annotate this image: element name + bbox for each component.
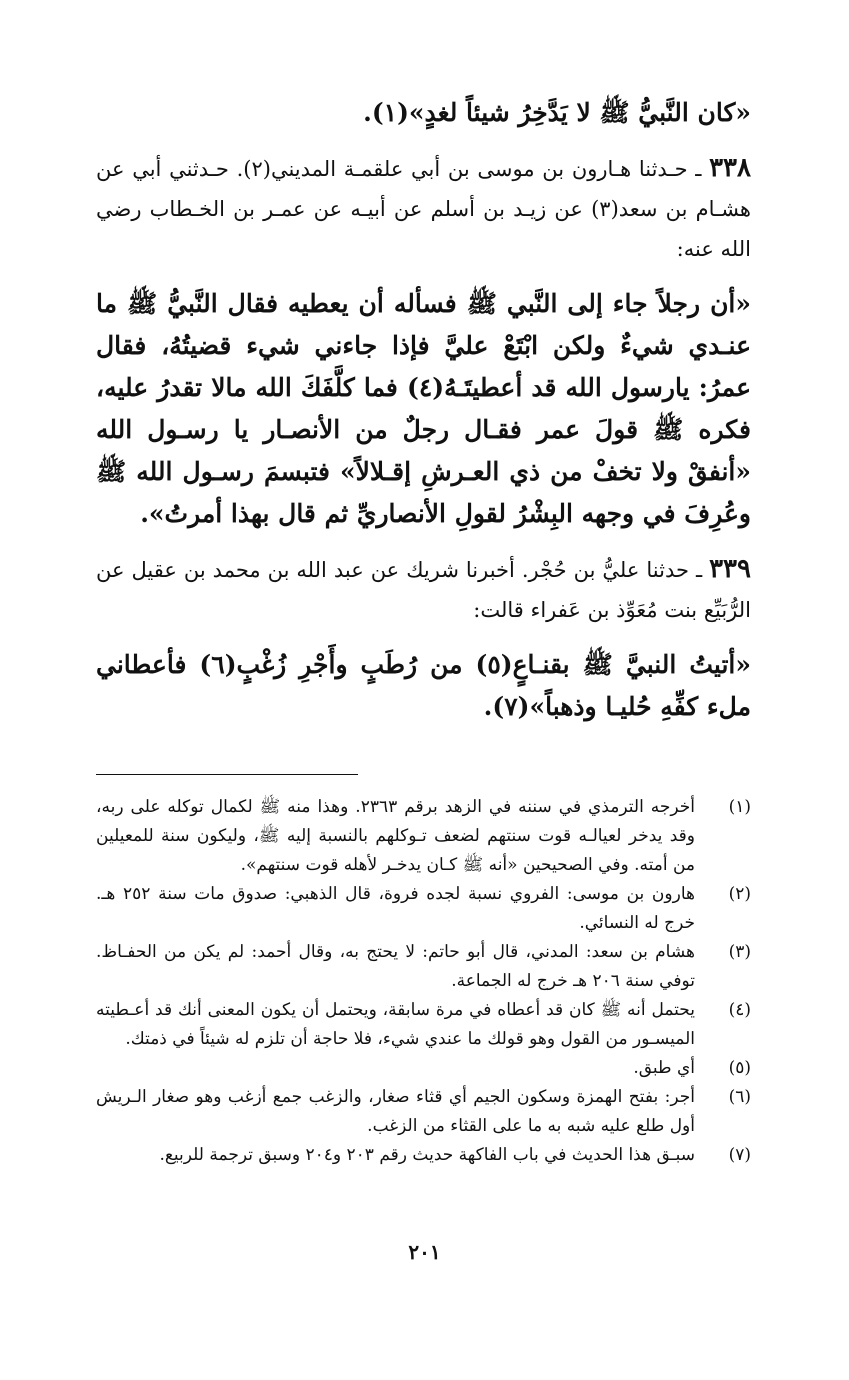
- footnote-6: [96, 1083, 751, 1141]
- footnote-1: [96, 793, 751, 880]
- hadith-number-339: ٣٣٩: [709, 554, 751, 584]
- footnote-number: (٣): [728, 942, 751, 962]
- footnote-text: هشام بن سعد: المدني، قال أبو حاتم: لا يحتج به، وقال أحمد: لم يكن من الحفـاظ. توفي سنة ٢٠٦ هـ خرج له الجماعة.: [96, 942, 695, 991]
- footnote-number: (١): [728, 797, 751, 817]
- page-body: [96, 92, 751, 1170]
- hadith-text-338: «أن رجلاً جاء إلى النَّبي ﷺ فسأله أن يعطيه فقال النَّبيُّ ﷺ ما عنـدي شيءٌ ولكن ابْتَعْ عليَّ فإذا جاءني شيء قضيتُهُ، فقال عمرُ: يارسول الله قد أعطيتَـهُ(٤) فما كلَّفَكَ الله مالا تقدرُ عليه، فكره ﷺ قولَ عمر فقـال رجلٌ من الأنصـار يا رسـول الله «أنفقْ ولا تخفْ من ذي العـرشِ إقـلالاً» فتبسمَ رسـول الله ﷺ وعُرِفَ في وجهه البِشْرُ لقولِ الأنصاريِّ ثم قال بهذا أمرتُ».: [96, 289, 752, 528]
- footnote-text: هارون بن موسى: الفروي نسبة لجده فروة، قال الذهبي: صدوق مات سنة ٢٥٢ هـ. خرج له النسائي.: [96, 884, 695, 933]
- footnote-text: أي طبق.: [633, 1058, 695, 1078]
- isnad-text-338: ـ حـدثنا هـارون بن موسى بن أبي علقمـة المديني(٢). حـدثني أبي عن هشـام بن سعد(٣) عن زيـد بن أسلم عن أبيـه عن عمـر بن الخـطاب رضي الله عنه:: [96, 157, 752, 261]
- footnote-text: سبـق هذا الحديث في باب الفاكهة حديث رقم ٢٠٣ و٢٠٤ وسبق ترجمة للربيع.: [159, 1145, 695, 1165]
- hadith-text-339: «أتيتُ النبيَّ ﷺ بقنـاعٍ(٥) من رُطَبٍ وأَجْرِ زُغْبٍ(٦) فأعطاني ملء كفِّهِ حُليـا وذهباً»(٧).: [96, 650, 752, 721]
- footnote-number: (٥): [728, 1058, 751, 1078]
- footnote-text: أجر: بفتح الهمزة وسكون الجيم أي قثاء صغار، والزغب جمع أزغب وهو صغار الـريش أول طلع عليه شبه به ما على القثاء من الزغب.: [96, 1087, 695, 1136]
- footnote-number: (٧): [728, 1145, 751, 1165]
- footnote-7: [96, 1141, 751, 1170]
- hadith-text-1: «كان النَّبيُّ ﷺ لا يَدَّخِرُ شيئاً لغدٍ»(١).: [363, 98, 751, 127]
- footnote-text: أخرجه الترمذي في سننه في الزهد برقم ٢٣٦٣. وهذا منه ﷺ لكمال توكله على ربه، وقد يدخر لعيالـه قوت سنتهم لضعف تـوكلهم بالنسبة إليه ﷺ، وليكون سنة للمعيلين من أمته. وفي الصحيحين «أنه ﷺ كـان يدخـر لأهله قوت سنتهم».: [96, 797, 695, 875]
- footnote-5: [96, 1054, 751, 1083]
- isnad-338: [96, 148, 751, 269]
- footnote-divider: [96, 774, 358, 775]
- footnote-2: [96, 880, 751, 938]
- footnote-3: [96, 938, 751, 996]
- hadith-number-338: ٣٣٨: [709, 153, 751, 183]
- footnote-number: (٢): [728, 884, 751, 904]
- footnote-text: يحتمل أنه ﷺ كان قد أعطاه في مرة سابقة، ويحتمل أن يكون المعنى أنك قد أعـطيته الميسـور من القول وهو قولك ما عندي شيء، فلا حاجة أن تلزم له شيئاً في ذمتك.: [96, 1000, 695, 1049]
- isnad-text-339: ـ حدثنا عليُّ بن حُجْر. أخبرنا شريك عن عبد الله بن محمد بن عقيل عن الرُّبَيِّع بنت مُعَوِّذ بن عَفراء قالت:: [96, 558, 751, 622]
- footnote-number: (٤): [728, 1000, 751, 1020]
- footnote-4: [96, 996, 751, 1054]
- page-number: ٢٠١: [408, 1240, 441, 1264]
- isnad-339: [96, 549, 751, 630]
- footnote-number: (٦): [728, 1087, 751, 1107]
